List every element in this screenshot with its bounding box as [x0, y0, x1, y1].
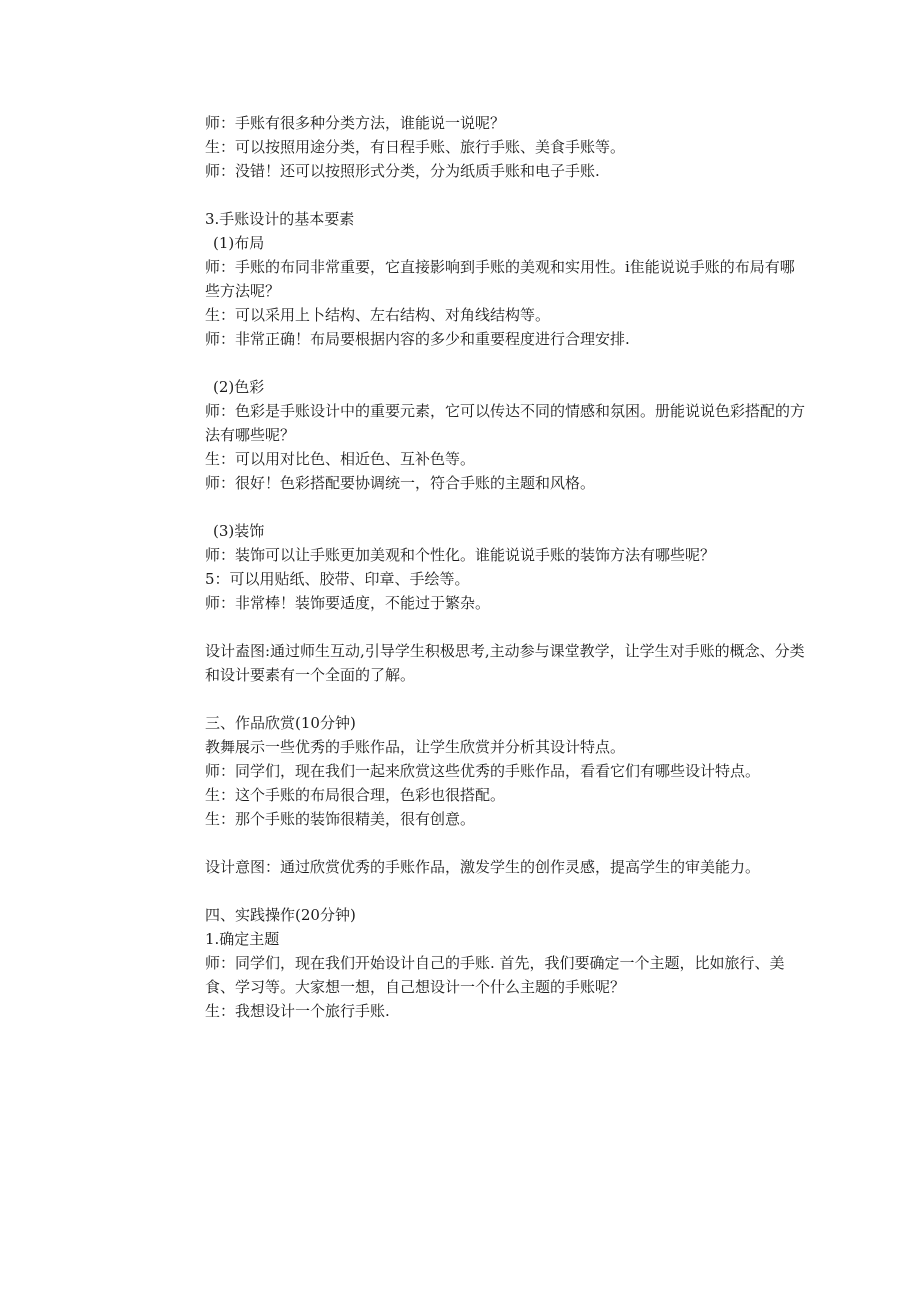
section-heading: 三、作品欣赏(10分钟): [205, 714, 356, 732]
section-heading: 四、实践操作(20分钟): [205, 906, 356, 924]
spacer: [205, 183, 805, 207]
document-page: [205, 111, 805, 1023]
dialogue-line: 5：可以用贴纸、胶带、印章、手绘等。: [205, 570, 470, 588]
subsection-title: (3)装饰: [213, 522, 265, 540]
spacer: [205, 495, 805, 519]
dialogue-line: 师：非常棒！装饰要适度，不能过于繁杂。: [205, 594, 491, 612]
subsection-title: (2)色彩: [213, 378, 265, 396]
spacer: [205, 831, 805, 855]
dialogue-line: 教舞展示一些优秀的手账作品，让学生欣赏并分析其设计特点。: [205, 738, 626, 756]
dialogue-line: 生：那个手账的装饰很精美，很有创意。: [205, 810, 476, 828]
subsection-title: 1.确定主题: [205, 930, 280, 948]
dialogue-line: 师：没错！还可以按照形式分类，分为纸质手账和电子手账.: [205, 162, 600, 180]
spacer: [205, 615, 805, 639]
dialogue-line: 生：我想设计一个旅行手账.: [205, 1002, 390, 1020]
dialogue-line: 生：可以采用上卜结构、左右结构、对角线结构等。: [205, 306, 551, 324]
design-intent: 设计盍图:通过师生互动,引导学生积极思考,主动参与课堂教学，让学生对手账的概念、分类和设计要素有一个全面的了解。: [205, 642, 805, 684]
spacer: [205, 687, 805, 711]
subsection-title: (1)布局: [213, 234, 265, 252]
spacer: [205, 351, 805, 375]
dialogue-line: 师：非常正确！布局要根据内容的多少和重要程度进行合理安排.: [205, 330, 630, 348]
dialogue-line: 生：可以按照用途分类，有日程手账、旅行手账、美食手账等。: [205, 138, 626, 156]
dialogue-line: 师：手账的布同非常重要，它直接影响到手账的美观和实用性。i隹能说说手账的布局有哪些方法呢？: [205, 258, 795, 300]
dialogue-line: 师：手账有很多种分类方法，谁能说一说呢？: [205, 114, 506, 132]
dialogue-line: 师：同学们，现在我们开始设计自己的手账. 首先，我们要确定一个主题，比如旅行、美食、学习等。大家想一想，自己想设计一个什么主题的手账呢？: [205, 954, 785, 996]
dialogue-line: 生：这个手账的布局很合理，色彩也很搭配。: [205, 786, 506, 804]
dialogue-line: 师：色彩是手账设计中的重要元素，它可以传达不同的情感和氛困。册能说说色彩搭配的方法有哪些呢？: [205, 402, 806, 444]
dialogue-line: 生：可以用对比色、相近色、互补色等。: [205, 450, 476, 468]
spacer: [205, 879, 805, 903]
section-heading: 3.手账设计的基本要素: [205, 210, 355, 228]
design-intent: 设计意图：通过欣赏优秀的手账作品，激发学生的创作灵感，提高学生的审美能力。: [205, 858, 761, 876]
dialogue-line: 师：同学们，现在我们一起来欣赏这些优秀的手账作品，看看它们有哪些设计特点。: [205, 762, 761, 780]
dialogue-line: 师：很好！色彩搭配要协调统一，符合手账的主题和风格。: [205, 474, 596, 492]
dialogue-line: 师：装饰可以让手账更加美观和个性化。谁能说说手账的装饰方法有哪些呢？: [205, 546, 716, 564]
